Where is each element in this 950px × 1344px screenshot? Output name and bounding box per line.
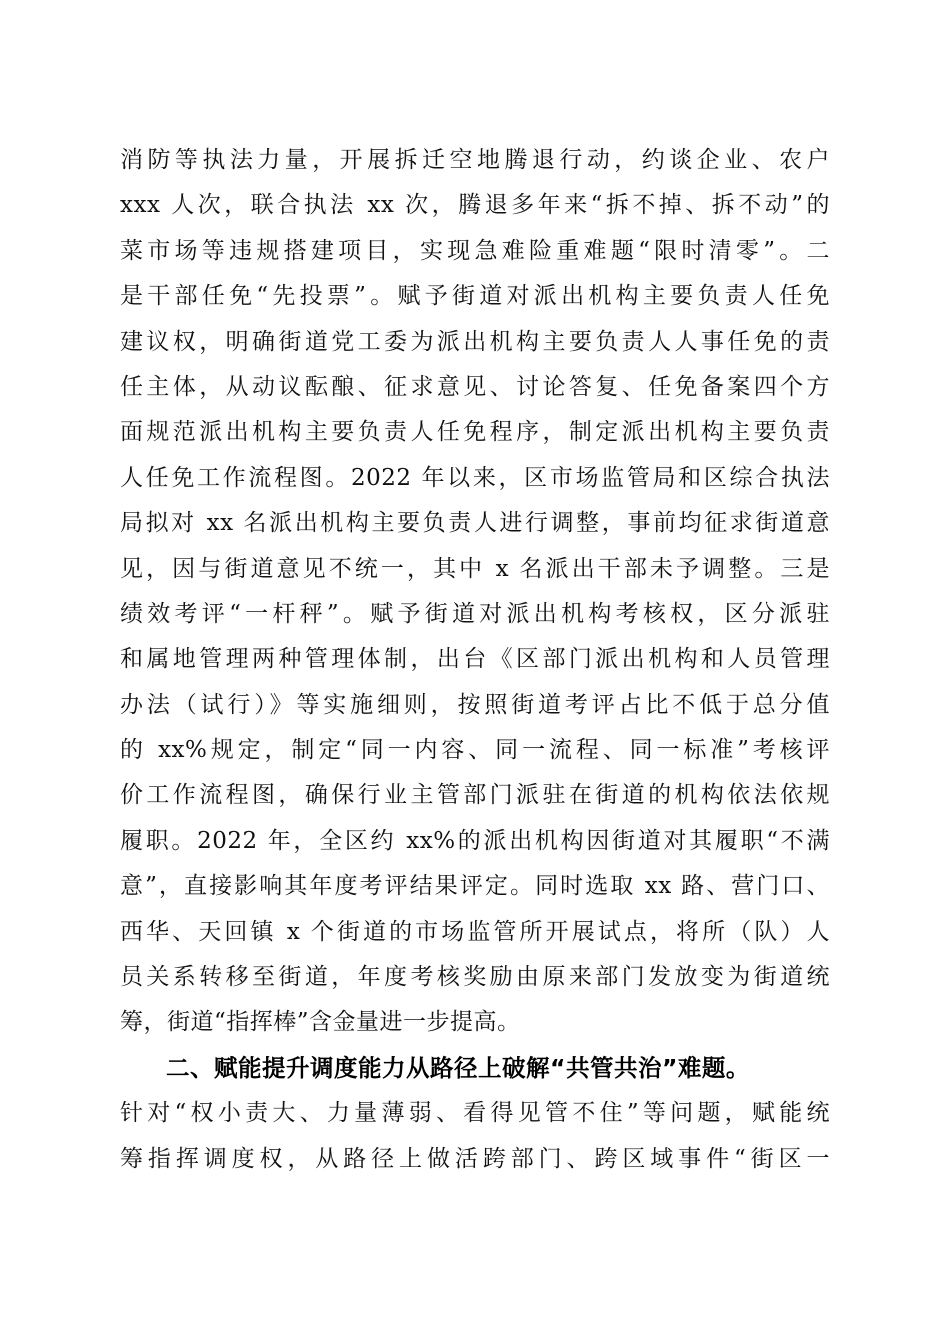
text-line: 筹，街道“指挥棒”含金量进一步提高。	[120, 1009, 521, 1036]
text-line: 建议权，明确街道党工委为派出机构主要负责人人事任免的责	[120, 328, 830, 355]
text-line: 履职。2022 年，全区约 xx%的派出机构因街道对其履职“不满	[120, 827, 830, 854]
text-line: 人任免工作流程图。2022 年以来，区市场监管局和区综合执法	[120, 464, 830, 491]
text-line: 局拟对 xx 名派出机构主要负责人进行调整，事前均征求街道意	[120, 510, 830, 537]
body-text	[120, 138, 830, 1182]
text-line: 筹指挥调度权，从路径上做活跨部门、跨区域事件“街区一	[120, 1145, 830, 1172]
text-line: 任主体，从动议酝酿、征求意见、讨论答复、任免备案四个方	[120, 373, 830, 400]
text-line: 消防等执法力量，开展拆迁空地腾退行动，约谈企业、农户	[120, 147, 830, 173]
text-line: 是干部任免“先投票”。赋予街道对派出机构主要负责人任免	[120, 283, 830, 310]
text-line: 员关系转移至街道，年度考核奖励由原来部门发放变为街道统	[120, 964, 830, 991]
text-line: 见，因与街道意见不统一，其中 x 名派出干部未予调整。三是	[120, 555, 830, 582]
text-line: 西华、天回镇 x 个街道的市场监管所开展试点，将所（队）人	[120, 918, 830, 945]
text-line: 的 xx%规定，制定“同一内容、同一流程、同一标准”考核评	[120, 737, 830, 764]
text-line: 办法（试行）》等实施细则，按照街道考评占比不低于总分值	[120, 691, 830, 718]
section-heading: 二、赋能提升调度能力从路径上破解“共管共治”难题。	[166, 1053, 750, 1082]
text-line: 菜市场等违规搭建项目，实现急难险重难题“限时清零”。二	[120, 237, 830, 264]
text-line: 价工作流程图，确保行业主管部门派驻在街道的机构依法依规	[120, 782, 830, 809]
text-line: 绩效考评“一杆秤”。赋予街道对派出机构考核权，区分派驻	[120, 600, 830, 627]
text-line: xxx 人次，联合执法 xx 次，腾退多年来“拆不掉、拆不动”的	[120, 192, 830, 219]
text-line: 面规范派出机构主要负责人任免程序，制定派出机构主要负责	[120, 419, 830, 446]
text-line: 意”，直接影响其年度考评结果评定。同时选取 xx 路、营门口、	[120, 873, 830, 900]
text-line: 和属地管理两种管理体制，出台《区部门派出机构和人员管理	[120, 646, 830, 673]
text-line: 针对“权小责大、力量薄弱、看得见管不住”等问题，赋能统	[120, 1100, 830, 1127]
